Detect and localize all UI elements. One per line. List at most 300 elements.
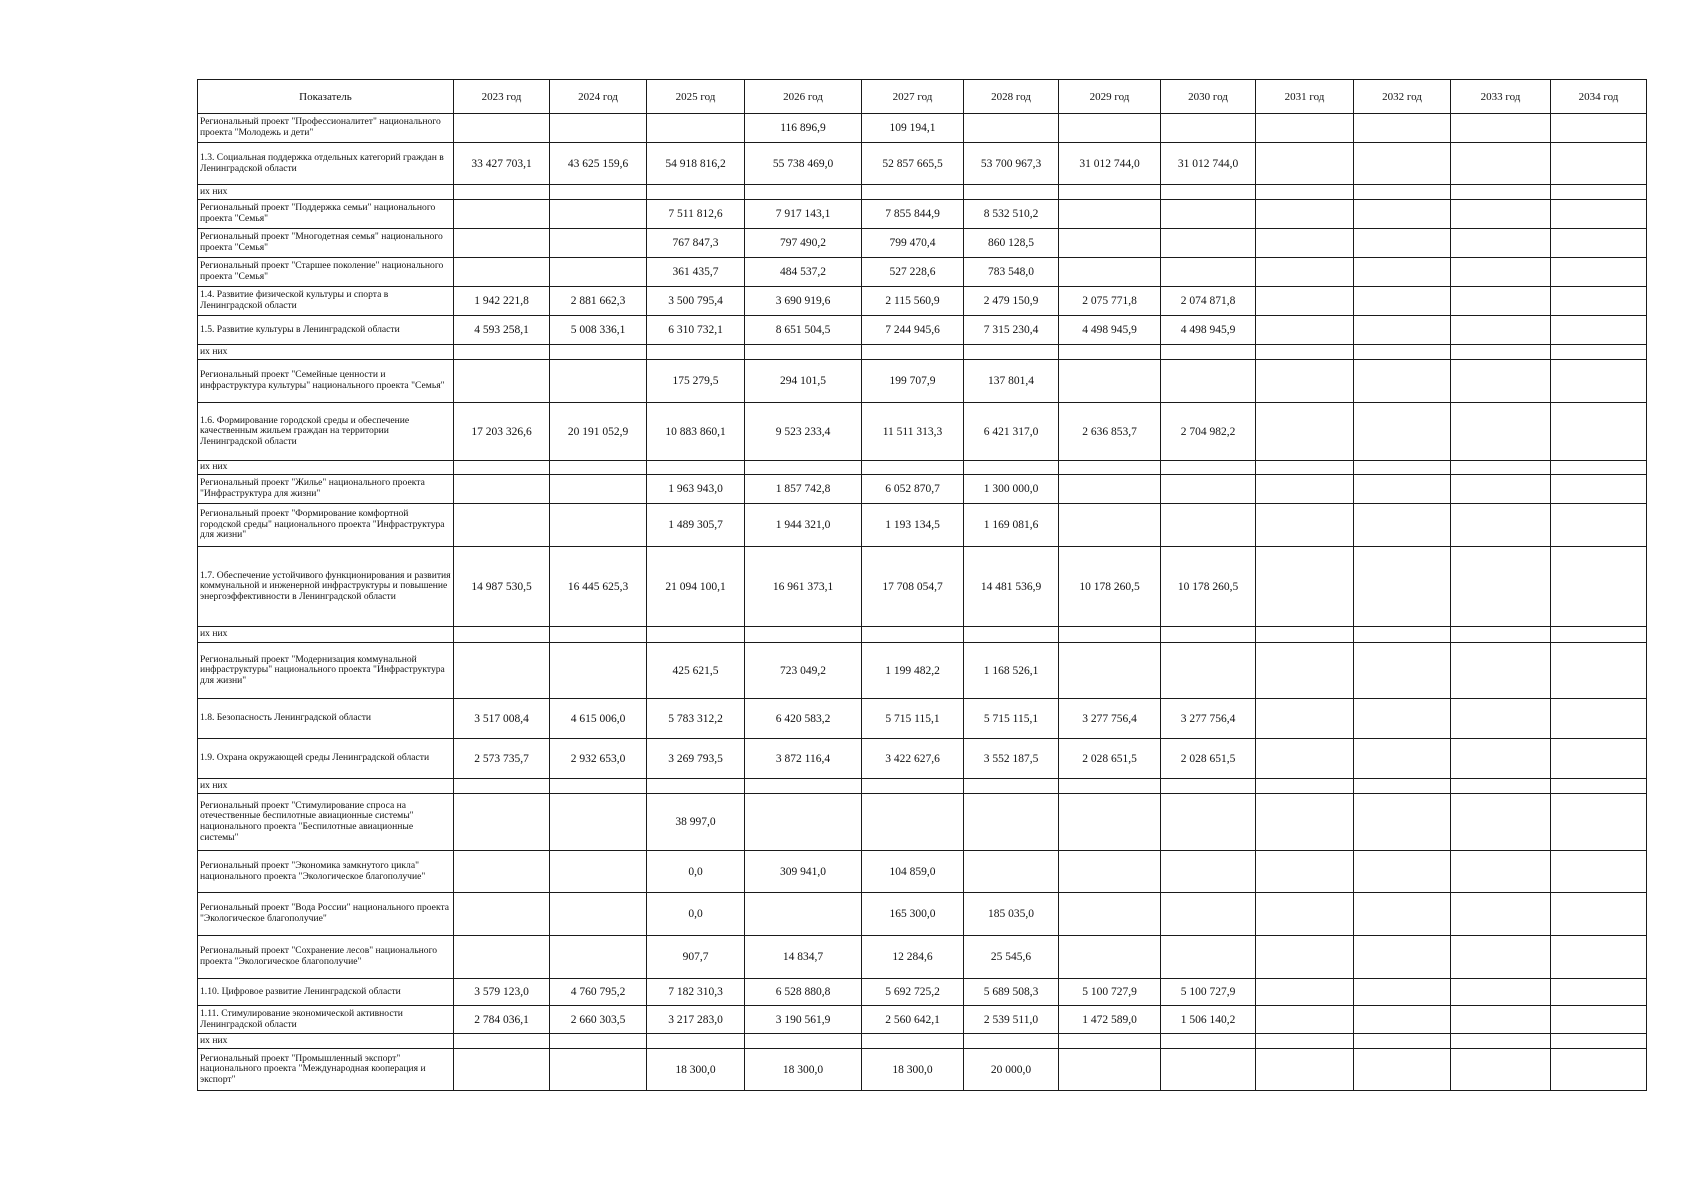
value-cell: 783 548,0 [964, 258, 1059, 287]
value-cell [1551, 287, 1647, 316]
value-cell: 11 511 313,3 [862, 403, 964, 461]
row-label: Региональный проект "Профессионалитет" национального проекта "Молодежь и дети" [198, 114, 454, 143]
value-cell [1451, 461, 1551, 475]
value-cell: 14 987 530,5 [454, 547, 550, 627]
value-cell [1256, 461, 1354, 475]
column-header-year: 2030 год [1161, 80, 1256, 114]
value-cell: 33 427 703,1 [454, 143, 550, 185]
value-cell [1161, 643, 1256, 699]
row-label: их них [198, 345, 454, 360]
value-cell [1059, 345, 1161, 360]
value-cell [1551, 1034, 1647, 1049]
value-cell [1256, 229, 1354, 258]
value-cell: 5 008 336,1 [550, 316, 647, 345]
value-cell [1451, 1034, 1551, 1049]
value-cell: 7 917 143,1 [745, 200, 862, 229]
header-row [198, 80, 1647, 114]
table-row [198, 229, 1647, 258]
value-cell: 199 707,9 [862, 360, 964, 403]
value-cell [1451, 258, 1551, 287]
row-label: Региональный проект "Семейные ценности и инфраструктура культуры" национального проекта "Семья" [198, 360, 454, 403]
column-header-year: 2029 год [1059, 80, 1161, 114]
value-cell [550, 461, 647, 475]
value-cell [1161, 1049, 1256, 1091]
value-cell [1354, 547, 1451, 627]
value-cell [1161, 345, 1256, 360]
row-label: Региональный проект "Экономика замкнутого цикла" национального проекта "Экологическое благополучие" [198, 851, 454, 893]
value-cell [1059, 200, 1161, 229]
table-row [198, 403, 1647, 461]
table-row [198, 461, 1647, 475]
value-cell [862, 461, 964, 475]
column-header-year: 2027 год [862, 80, 964, 114]
value-cell [1354, 739, 1451, 779]
value-cell: 2 704 982,2 [1161, 403, 1256, 461]
value-cell: 31 012 744,0 [1059, 143, 1161, 185]
value-cell [1059, 258, 1161, 287]
value-cell [1256, 200, 1354, 229]
value-cell [1059, 114, 1161, 143]
value-cell [1256, 504, 1354, 547]
value-cell: 7 511 812,6 [647, 200, 745, 229]
value-cell: 5 692 725,2 [862, 979, 964, 1006]
value-cell [1451, 1049, 1551, 1091]
value-cell [745, 461, 862, 475]
row-label: 1.11. Стимулирование экономической активности Ленинградской области [198, 1006, 454, 1034]
value-cell [1059, 851, 1161, 893]
value-cell [1551, 1006, 1647, 1034]
value-cell [1161, 200, 1256, 229]
value-cell: 185 035,0 [964, 893, 1059, 936]
value-cell [1059, 643, 1161, 699]
value-cell [1451, 627, 1551, 643]
value-cell [1256, 143, 1354, 185]
value-cell [1551, 461, 1647, 475]
value-cell [1551, 143, 1647, 185]
value-cell: 5 783 312,2 [647, 699, 745, 739]
value-cell: 2 028 651,5 [1059, 739, 1161, 779]
table-row [198, 1049, 1647, 1091]
value-cell: 8 651 504,5 [745, 316, 862, 345]
value-cell: 18 300,0 [647, 1049, 745, 1091]
value-cell [745, 893, 862, 936]
value-cell [1551, 936, 1647, 979]
value-cell [550, 1034, 647, 1049]
value-cell [647, 1034, 745, 1049]
value-cell [550, 643, 647, 699]
value-cell [1256, 794, 1354, 851]
value-cell [1354, 316, 1451, 345]
value-cell [454, 258, 550, 287]
row-label: 1.8. Безопасность Ленинградской области [198, 699, 454, 739]
column-header-year: 2026 год [745, 80, 862, 114]
value-cell: 425 621,5 [647, 643, 745, 699]
value-cell: 18 300,0 [862, 1049, 964, 1091]
value-cell [1451, 200, 1551, 229]
value-cell [1551, 699, 1647, 739]
table-row [198, 258, 1647, 287]
value-cell [1354, 643, 1451, 699]
value-cell [1354, 893, 1451, 936]
value-cell [1059, 185, 1161, 200]
value-cell [454, 1034, 550, 1049]
value-cell: 3 217 283,0 [647, 1006, 745, 1034]
value-cell: 5 100 727,9 [1059, 979, 1161, 1006]
value-cell [1256, 936, 1354, 979]
value-cell [1551, 893, 1647, 936]
value-cell: 16 961 373,1 [745, 547, 862, 627]
row-label: 1.3. Социальная поддержка отдельных категорий граждан в Ленинградской области [198, 143, 454, 185]
value-cell: 3 422 627,6 [862, 739, 964, 779]
row-label: Региональный проект "Вода России" национального проекта "Экологическое благополучие" [198, 893, 454, 936]
value-cell [647, 185, 745, 200]
value-cell: 3 277 756,4 [1161, 699, 1256, 739]
value-cell [1256, 475, 1354, 504]
value-cell [1059, 360, 1161, 403]
value-cell [1354, 345, 1451, 360]
value-cell: 2 074 871,8 [1161, 287, 1256, 316]
value-cell: 2 636 853,7 [1059, 403, 1161, 461]
value-cell [1551, 643, 1647, 699]
value-cell: 10 178 260,5 [1161, 547, 1256, 627]
value-cell [1059, 794, 1161, 851]
table-row [198, 185, 1647, 200]
value-cell [1354, 1006, 1451, 1034]
value-cell [745, 1034, 862, 1049]
table-row [198, 739, 1647, 779]
value-cell: 527 228,6 [862, 258, 964, 287]
value-cell: 4 498 945,9 [1059, 316, 1161, 345]
value-cell [1451, 851, 1551, 893]
value-cell: 4 760 795,2 [550, 979, 647, 1006]
value-cell: 3 517 008,4 [454, 699, 550, 739]
value-cell [1256, 979, 1354, 1006]
value-cell: 1 489 305,7 [647, 504, 745, 547]
value-cell: 1 300 000,0 [964, 475, 1059, 504]
value-cell [1551, 403, 1647, 461]
row-label: Региональный проект "Старшее поколение" национального проекта "Семья" [198, 258, 454, 287]
value-cell: 4 615 006,0 [550, 699, 647, 739]
value-cell [1451, 504, 1551, 547]
value-cell [550, 360, 647, 403]
value-cell [454, 360, 550, 403]
table-row [198, 1034, 1647, 1049]
value-cell: 723 049,2 [745, 643, 862, 699]
table-row [198, 345, 1647, 360]
value-cell [1354, 699, 1451, 739]
value-cell [1059, 475, 1161, 504]
value-cell: 52 857 665,5 [862, 143, 964, 185]
value-cell: 38 997,0 [647, 794, 745, 851]
value-cell [1161, 229, 1256, 258]
row-label: Региональный проект "Формирование комфортной городской среды" национального проекта "Инфраструктура для жизни" [198, 504, 454, 547]
value-cell [862, 1034, 964, 1049]
column-header-indicator: Показатель [198, 80, 454, 114]
value-cell [550, 893, 647, 936]
row-label: Региональный проект "Жилье" национального проекта "Инфраструктура для жизни" [198, 475, 454, 504]
value-cell [1451, 979, 1551, 1006]
value-cell [1551, 475, 1647, 504]
value-cell [1256, 345, 1354, 360]
value-cell: 2 028 651,5 [1161, 739, 1256, 779]
value-cell [1551, 316, 1647, 345]
value-cell [1451, 893, 1551, 936]
row-label: их них [198, 185, 454, 200]
value-cell [550, 114, 647, 143]
value-cell [1256, 779, 1354, 794]
value-cell [550, 229, 647, 258]
value-cell [1354, 794, 1451, 851]
value-cell [454, 185, 550, 200]
value-cell [454, 114, 550, 143]
value-cell: 2 660 303,5 [550, 1006, 647, 1034]
value-cell [550, 185, 647, 200]
table-row [198, 1006, 1647, 1034]
value-cell [550, 345, 647, 360]
value-cell [647, 345, 745, 360]
value-cell [964, 794, 1059, 851]
value-cell [1551, 360, 1647, 403]
value-cell: 175 279,5 [647, 360, 745, 403]
table-row [198, 475, 1647, 504]
value-cell [454, 1049, 550, 1091]
value-cell [1551, 229, 1647, 258]
value-cell [1354, 360, 1451, 403]
row-label: Региональный проект "Многодетная семья" национального проекта "Семья" [198, 229, 454, 258]
value-cell [647, 627, 745, 643]
table-row [198, 699, 1647, 739]
value-cell [1451, 403, 1551, 461]
value-cell: 1 199 482,2 [862, 643, 964, 699]
value-cell [1354, 287, 1451, 316]
row-label: Региональный проект "Модернизация коммунальной инфраструктуры" национального проекта "Инфраструктура для жизни" [198, 643, 454, 699]
value-cell: 6 420 583,2 [745, 699, 862, 739]
value-cell [1451, 779, 1551, 794]
table-row [198, 643, 1647, 699]
value-cell: 17 203 326,6 [454, 403, 550, 461]
value-cell [454, 229, 550, 258]
value-cell [550, 475, 647, 504]
value-cell: 116 896,9 [745, 114, 862, 143]
value-cell [1451, 794, 1551, 851]
value-cell [1551, 185, 1647, 200]
value-cell [454, 851, 550, 893]
value-cell [1551, 739, 1647, 779]
value-cell [1059, 1034, 1161, 1049]
value-cell [1354, 143, 1451, 185]
value-cell [964, 461, 1059, 475]
value-cell: 3 552 187,5 [964, 739, 1059, 779]
value-cell [550, 504, 647, 547]
value-cell: 4 498 945,9 [1161, 316, 1256, 345]
value-cell [1256, 627, 1354, 643]
value-cell [1451, 475, 1551, 504]
value-cell: 7 182 310,3 [647, 979, 745, 1006]
value-cell [1451, 114, 1551, 143]
value-cell: 2 539 511,0 [964, 1006, 1059, 1034]
value-cell: 0,0 [647, 893, 745, 936]
value-cell: 5 715 115,1 [862, 699, 964, 739]
value-cell: 1 168 526,1 [964, 643, 1059, 699]
value-cell [1354, 185, 1451, 200]
value-cell [1256, 403, 1354, 461]
value-cell [550, 258, 647, 287]
value-cell: 1 472 589,0 [1059, 1006, 1161, 1034]
value-cell [1161, 475, 1256, 504]
value-cell: 16 445 625,3 [550, 547, 647, 627]
value-cell [1256, 739, 1354, 779]
value-cell [1354, 258, 1451, 287]
row-label: 1.10. Цифровое развитие Ленинградской области [198, 979, 454, 1006]
value-cell [1354, 403, 1451, 461]
value-cell: 294 101,5 [745, 360, 862, 403]
value-cell: 2 881 662,3 [550, 287, 647, 316]
table-row [198, 114, 1647, 143]
value-cell: 3 500 795,4 [647, 287, 745, 316]
value-cell: 54 918 816,2 [647, 143, 745, 185]
value-cell [454, 936, 550, 979]
column-header-year: 2034 год [1551, 80, 1647, 114]
value-cell: 25 545,6 [964, 936, 1059, 979]
row-label: 1.4. Развитие физической культуры и спорта в Ленинградской области [198, 287, 454, 316]
value-cell: 6 421 317,0 [964, 403, 1059, 461]
value-cell: 799 470,4 [862, 229, 964, 258]
value-cell [1161, 258, 1256, 287]
value-cell [964, 851, 1059, 893]
value-cell: 6 052 870,7 [862, 475, 964, 504]
column-header-year: 2025 год [647, 80, 745, 114]
value-cell [1256, 1034, 1354, 1049]
value-cell [550, 1049, 647, 1091]
value-cell: 1 193 134,5 [862, 504, 964, 547]
value-cell [1354, 851, 1451, 893]
table-row [198, 143, 1647, 185]
value-cell [862, 345, 964, 360]
value-cell: 20 191 052,9 [550, 403, 647, 461]
value-cell: 53 700 967,3 [964, 143, 1059, 185]
value-cell [454, 643, 550, 699]
budget-table-sheet [197, 79, 1647, 1091]
value-cell: 10 883 860,1 [647, 403, 745, 461]
value-cell [1451, 360, 1551, 403]
value-cell: 5 715 115,1 [964, 699, 1059, 739]
value-cell: 6 310 732,1 [647, 316, 745, 345]
value-cell [1161, 360, 1256, 403]
value-cell [745, 779, 862, 794]
table-row [198, 936, 1647, 979]
table-row [198, 979, 1647, 1006]
value-cell [1161, 185, 1256, 200]
value-cell: 109 194,1 [862, 114, 964, 143]
value-cell [1451, 345, 1551, 360]
value-cell [1354, 114, 1451, 143]
value-cell [1451, 643, 1551, 699]
value-cell [454, 627, 550, 643]
value-cell: 484 537,2 [745, 258, 862, 287]
value-cell: 7 244 945,6 [862, 316, 964, 345]
value-cell [647, 114, 745, 143]
value-cell [1551, 504, 1647, 547]
value-cell: 104 859,0 [862, 851, 964, 893]
row-label: их них [198, 1034, 454, 1049]
table-row [198, 360, 1647, 403]
value-cell [1451, 1006, 1551, 1034]
value-cell [550, 779, 647, 794]
value-cell: 0,0 [647, 851, 745, 893]
table-row [198, 851, 1647, 893]
value-cell [454, 794, 550, 851]
value-cell [1256, 114, 1354, 143]
value-cell [550, 794, 647, 851]
value-cell [1354, 200, 1451, 229]
value-cell [1256, 893, 1354, 936]
value-cell: 2 932 653,0 [550, 739, 647, 779]
value-cell: 3 579 123,0 [454, 979, 550, 1006]
value-cell: 7 315 230,4 [964, 316, 1059, 345]
value-cell [862, 794, 964, 851]
value-cell [1161, 627, 1256, 643]
value-cell: 31 012 744,0 [1161, 143, 1256, 185]
value-cell [964, 185, 1059, 200]
value-cell [454, 504, 550, 547]
value-cell [1161, 794, 1256, 851]
value-cell [1161, 1034, 1256, 1049]
value-cell [1256, 287, 1354, 316]
value-cell [1161, 114, 1256, 143]
table-body [198, 114, 1647, 1091]
value-cell [1354, 229, 1451, 258]
value-cell [1256, 643, 1354, 699]
value-cell [1059, 504, 1161, 547]
column-header-year: 2033 год [1451, 80, 1551, 114]
value-cell [550, 627, 647, 643]
table-row [198, 287, 1647, 316]
value-cell [745, 794, 862, 851]
value-cell [1059, 229, 1161, 258]
row-label: их них [198, 779, 454, 794]
value-cell [1551, 258, 1647, 287]
value-cell [454, 200, 550, 229]
value-cell: 5 689 508,3 [964, 979, 1059, 1006]
row-label: их них [198, 627, 454, 643]
value-cell: 43 625 159,6 [550, 143, 647, 185]
value-cell: 8 532 510,2 [964, 200, 1059, 229]
value-cell: 3 277 756,4 [1059, 699, 1161, 739]
value-cell [1551, 1049, 1647, 1091]
value-cell [1354, 936, 1451, 979]
value-cell [1451, 547, 1551, 627]
value-cell: 3 872 116,4 [745, 739, 862, 779]
value-cell: 165 300,0 [862, 893, 964, 936]
column-header-year: 2023 год [454, 80, 550, 114]
value-cell: 17 708 054,7 [862, 547, 964, 627]
value-cell: 20 000,0 [964, 1049, 1059, 1091]
value-cell [1451, 287, 1551, 316]
value-cell: 21 094 100,1 [647, 547, 745, 627]
row-label: Региональный проект "Поддержка семьи" национального проекта "Семья" [198, 200, 454, 229]
value-cell [1551, 627, 1647, 643]
value-cell: 2 075 771,8 [1059, 287, 1161, 316]
value-cell [647, 461, 745, 475]
value-cell [647, 779, 745, 794]
value-cell [1354, 1034, 1451, 1049]
value-cell: 361 435,7 [647, 258, 745, 287]
value-cell: 55 738 469,0 [745, 143, 862, 185]
value-cell [1161, 461, 1256, 475]
value-cell: 3 190 561,9 [745, 1006, 862, 1034]
value-cell [550, 200, 647, 229]
value-cell [1256, 1049, 1354, 1091]
